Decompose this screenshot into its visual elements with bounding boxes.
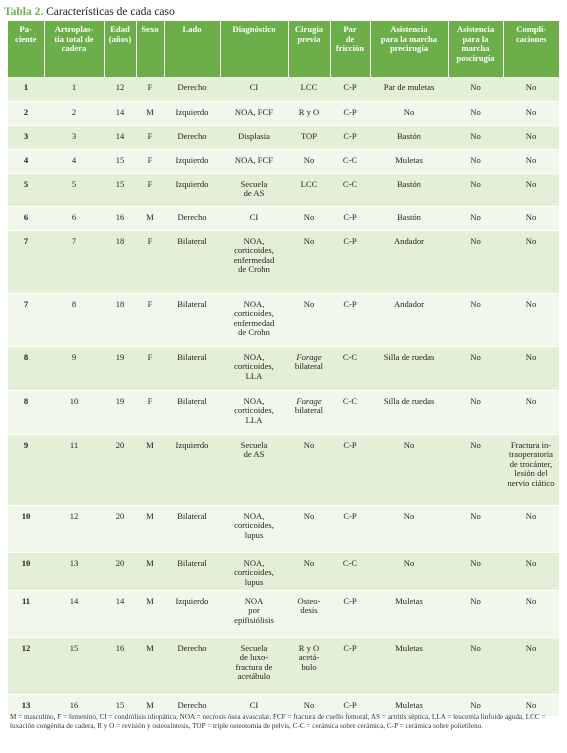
cell-assist-pre: Silla de ruedas bbox=[370, 390, 448, 434]
cell-friction-pair: C-P bbox=[330, 694, 370, 716]
cell-friction-pair: C-C bbox=[330, 552, 370, 590]
cell-assist-post: No bbox=[448, 552, 503, 590]
cell-side: Izquierdo bbox=[164, 434, 220, 505]
cell-side: Izquierdo bbox=[164, 173, 220, 206]
cell-prior-surgery: LCC bbox=[288, 173, 330, 206]
cell-prior-surgery: No bbox=[288, 434, 330, 505]
cell-diagnosis: CI bbox=[220, 694, 288, 716]
cell-arthroplasty: 7 bbox=[44, 230, 104, 293]
table-row bbox=[8, 206, 559, 230]
cell-assist-pre: Muletas bbox=[370, 637, 448, 694]
cell-assist-post: No bbox=[448, 125, 503, 149]
cell-assist-post: No bbox=[448, 390, 503, 434]
header-row bbox=[8, 21, 559, 77]
cell-sex: F bbox=[136, 346, 164, 390]
cell-friction-pair: C-C bbox=[330, 149, 370, 173]
cell-patient: 5 bbox=[8, 173, 44, 206]
column-header-complications: Compli- caciones bbox=[503, 21, 559, 77]
cell-age: 12 bbox=[104, 77, 136, 101]
cell-assist-pre: Silla de ruedas bbox=[370, 346, 448, 390]
cell-prior-surgery: No bbox=[288, 505, 330, 552]
cell-diagnosis: Secuela de AS bbox=[220, 173, 288, 206]
cell-prior-surgery: LCC bbox=[288, 77, 330, 101]
cell-sex: F bbox=[136, 230, 164, 293]
table-row bbox=[8, 125, 559, 149]
cell-side: Derecho bbox=[164, 694, 220, 716]
cell-complications: No bbox=[503, 77, 559, 101]
cell-sex: M bbox=[136, 590, 164, 637]
cell-friction-pair: C-C bbox=[330, 173, 370, 206]
cell-assist-pre: Bastón bbox=[370, 206, 448, 230]
cell-prior-surgery: No bbox=[288, 552, 330, 590]
cell-diagnosis: CI bbox=[220, 206, 288, 230]
cell-age: 19 bbox=[104, 390, 136, 434]
cell-sex: F bbox=[136, 77, 164, 101]
cell-complications: No bbox=[503, 230, 559, 293]
cell-sex: M bbox=[136, 505, 164, 552]
cell-arthroplasty: 9 bbox=[44, 346, 104, 390]
cell-diagnosis: NOA, FCF bbox=[220, 101, 288, 125]
cell-sex: M bbox=[136, 434, 164, 505]
cell-assist-pre: Bastón bbox=[370, 125, 448, 149]
cell-complications: No bbox=[503, 346, 559, 390]
cases-table bbox=[8, 21, 559, 717]
cell-side: Bilateral bbox=[164, 230, 220, 293]
table-row bbox=[8, 293, 559, 346]
cell-assist-pre: Muletas bbox=[370, 590, 448, 637]
cell-friction-pair: C-P bbox=[330, 505, 370, 552]
cell-friction-pair: C-P bbox=[330, 77, 370, 101]
column-header-diagnosis: Diagnóstico bbox=[220, 21, 288, 77]
table-row bbox=[8, 101, 559, 125]
cell-assist-post: No bbox=[448, 293, 503, 346]
cell-assist-pre: No bbox=[370, 101, 448, 125]
cell-side: Derecho bbox=[164, 77, 220, 101]
cell-age: 20 bbox=[104, 552, 136, 590]
cell-assist-post: No bbox=[448, 230, 503, 293]
cell-prior-surgery: Forage bilateral bbox=[288, 346, 330, 390]
cell-friction-pair: C-C bbox=[330, 346, 370, 390]
cell-complications: No bbox=[503, 293, 559, 346]
cell-sex: F bbox=[136, 390, 164, 434]
cell-complications: No bbox=[503, 125, 559, 149]
cell-side: Derecho bbox=[164, 206, 220, 230]
cell-prior-surgery: No bbox=[288, 149, 330, 173]
cell-sex: M bbox=[136, 101, 164, 125]
cell-assist-pre: Muletas bbox=[370, 149, 448, 173]
cell-sex: M bbox=[136, 694, 164, 716]
cell-assist-post: No bbox=[448, 77, 503, 101]
cell-side: Bilateral bbox=[164, 505, 220, 552]
cell-patient: 13 bbox=[8, 694, 44, 716]
table-row bbox=[8, 230, 559, 293]
column-header-assist-pre: Asistencia para la marcha precirugía bbox=[370, 21, 448, 77]
cell-complications: No bbox=[503, 173, 559, 206]
table-row bbox=[8, 173, 559, 206]
cell-side: Bilateral bbox=[164, 346, 220, 390]
cell-age: 14 bbox=[104, 101, 136, 125]
cell-prior-surgery: TOP bbox=[288, 125, 330, 149]
cell-complications: No bbox=[503, 637, 559, 694]
cell-age: 15 bbox=[104, 173, 136, 206]
cell-diagnosis: NOA, corticoides, LLA bbox=[220, 346, 288, 390]
cell-assist-pre: Muletas bbox=[370, 694, 448, 716]
cell-arthroplasty: 1 bbox=[44, 77, 104, 101]
table-row bbox=[8, 77, 559, 101]
cell-side: Bilateral bbox=[164, 552, 220, 590]
cell-friction-pair: C-P bbox=[330, 230, 370, 293]
cell-age: 14 bbox=[104, 590, 136, 637]
cell-arthroplasty: 8 bbox=[44, 293, 104, 346]
cell-side: Izquierdo bbox=[164, 101, 220, 125]
cell-arthroplasty: 14 bbox=[44, 590, 104, 637]
cell-friction-pair: C-P bbox=[330, 101, 370, 125]
cell-side: Izquierdo bbox=[164, 149, 220, 173]
cell-patient: 8 bbox=[8, 390, 44, 434]
cell-assist-pre: Andador bbox=[370, 293, 448, 346]
cell-arthroplasty: 4 bbox=[44, 149, 104, 173]
cell-patient: 11 bbox=[8, 590, 44, 637]
cell-arthroplasty: 2 bbox=[44, 101, 104, 125]
cell-age: 14 bbox=[104, 125, 136, 149]
cell-age: 20 bbox=[104, 434, 136, 505]
cell-patient: 6 bbox=[8, 206, 44, 230]
cell-diagnosis: NOA, corticoides, lupus bbox=[220, 505, 288, 552]
cell-side: Derecho bbox=[164, 125, 220, 149]
cell-friction-pair: C-P bbox=[330, 293, 370, 346]
table-number: Tabla 2. bbox=[4, 6, 44, 18]
cell-complications: No bbox=[503, 149, 559, 173]
cell-diagnosis: CI bbox=[220, 77, 288, 101]
cell-sex: M bbox=[136, 552, 164, 590]
table-row bbox=[8, 434, 559, 505]
column-header-arthroplasty: Artroplas- tia total de cadera bbox=[44, 21, 104, 77]
cell-assist-pre: No bbox=[370, 505, 448, 552]
table-row bbox=[8, 346, 559, 390]
cell-prior-surgery: No bbox=[288, 694, 330, 716]
table-caption: Características de cada caso bbox=[46, 6, 175, 18]
cell-diagnosis: NOA, FCF bbox=[220, 149, 288, 173]
cell-assist-post: No bbox=[448, 173, 503, 206]
table-row bbox=[8, 552, 559, 590]
cell-friction-pair: C-P bbox=[330, 590, 370, 637]
cell-prior-surgery: R y O bbox=[288, 101, 330, 125]
cell-friction-pair: C-P bbox=[330, 125, 370, 149]
cell-friction-pair: C-P bbox=[330, 206, 370, 230]
cell-assist-post: No bbox=[448, 149, 503, 173]
cell-patient: 12 bbox=[8, 637, 44, 694]
column-header-friction-pair: Par de fricción bbox=[330, 21, 370, 77]
cell-assist-pre: Par de muletas bbox=[370, 77, 448, 101]
cell-assist-post: No bbox=[448, 505, 503, 552]
cell-sex: M bbox=[136, 637, 164, 694]
cell-patient: 8 bbox=[8, 346, 44, 390]
table-title bbox=[4, 3, 175, 21]
cell-sex: F bbox=[136, 293, 164, 346]
cell-side: Bilateral bbox=[164, 293, 220, 346]
cell-assist-post: No bbox=[448, 346, 503, 390]
cell-age: 15 bbox=[104, 694, 136, 716]
cell-age: 20 bbox=[104, 505, 136, 552]
cell-patient: 10 bbox=[8, 505, 44, 552]
cell-assist-post: No bbox=[448, 694, 503, 716]
cell-arthroplasty: 13 bbox=[44, 552, 104, 590]
cell-age: 18 bbox=[104, 230, 136, 293]
cell-diagnosis: NOA, corticoides, enfermedad de Crohn bbox=[220, 293, 288, 346]
cell-diagnosis: NOA por epifisiólisis bbox=[220, 590, 288, 637]
cell-diagnosis: NOA, corticoides, LLA bbox=[220, 390, 288, 434]
table-row bbox=[8, 637, 559, 694]
cell-age: 16 bbox=[104, 637, 136, 694]
cell-arthroplasty: 6 bbox=[44, 206, 104, 230]
cell-complications: No bbox=[503, 505, 559, 552]
cell-diagnosis: Secuela de luxo- fractura de acetábulo bbox=[220, 637, 288, 694]
cell-side: Izquierdo bbox=[164, 590, 220, 637]
cell-age: 16 bbox=[104, 206, 136, 230]
column-header-prior-surgery: Cirugía previa bbox=[288, 21, 330, 77]
cell-assist-pre: Andador bbox=[370, 230, 448, 293]
cell-assist-post: No bbox=[448, 206, 503, 230]
column-header-sex: Sexo bbox=[136, 21, 164, 77]
cell-assist-pre: No bbox=[370, 434, 448, 505]
cell-patient: 7 bbox=[8, 293, 44, 346]
cell-side: Derecho bbox=[164, 637, 220, 694]
cell-diagnosis: NOA, corticoides, enfermedad de Crohn bbox=[220, 230, 288, 293]
cell-arthroplasty: 16 bbox=[44, 694, 104, 716]
cell-arthroplasty: 3 bbox=[44, 125, 104, 149]
table-row bbox=[8, 149, 559, 173]
column-header-age: Edad (años) bbox=[104, 21, 136, 77]
cell-prior-surgery: No bbox=[288, 206, 330, 230]
cell-age: 19 bbox=[104, 346, 136, 390]
cell-prior-surgery: Osteo- desis bbox=[288, 590, 330, 637]
cell-prior-surgery: No bbox=[288, 293, 330, 346]
cell-friction-pair: C-C bbox=[330, 390, 370, 434]
cell-sex: F bbox=[136, 125, 164, 149]
cell-complications: No bbox=[503, 101, 559, 125]
table-row bbox=[8, 390, 559, 434]
cell-friction-pair: C-P bbox=[330, 637, 370, 694]
cell-assist-pre: Bastón bbox=[370, 173, 448, 206]
cell-assist-pre: No bbox=[370, 552, 448, 590]
cell-assist-post: No bbox=[448, 637, 503, 694]
cell-arthroplasty: 10 bbox=[44, 390, 104, 434]
table-body bbox=[8, 77, 559, 716]
cell-sex: F bbox=[136, 149, 164, 173]
table-row bbox=[8, 590, 559, 637]
cell-diagnosis: NOA, corticoides, lupus bbox=[220, 552, 288, 590]
cell-prior-surgery: No bbox=[288, 230, 330, 293]
cell-arthroplasty: 11 bbox=[44, 434, 104, 505]
cell-patient: 10 bbox=[8, 552, 44, 590]
cell-patient: 1 bbox=[8, 77, 44, 101]
cell-patient: 4 bbox=[8, 149, 44, 173]
cell-arthroplasty: 15 bbox=[44, 637, 104, 694]
column-header-assist-post: Asistencia para la marcha poscirugía bbox=[448, 21, 503, 77]
table-row bbox=[8, 505, 559, 552]
cell-complications: No bbox=[503, 590, 559, 637]
cell-diagnosis: Secuela de AS bbox=[220, 434, 288, 505]
cell-complications: No bbox=[503, 694, 559, 716]
cell-friction-pair: C-P bbox=[330, 434, 370, 505]
cell-side: Bilateral bbox=[164, 390, 220, 434]
table-footnote: M = masculino, F = femenino, CI = condrólisis idiopática, NOA = necrosis ósea avascular, FCF = fractura de cuello femoral, AS = artritis séptica, LLA = leucemia linfoide aguda, LCC = luxación congénita de cadera, R y O = revisión y osteosíntesis, TOP = triple osteotomía de pelvis, C-C = cerámica sobre cerámica, C-P = cerámica sobre polietileno. bbox=[10, 713, 546, 730]
column-header-side: Lado bbox=[164, 21, 220, 77]
column-header-patient: Pa- ciente bbox=[8, 21, 44, 77]
cell-arthroplasty: 5 bbox=[44, 173, 104, 206]
cell-arthroplasty: 12 bbox=[44, 505, 104, 552]
cell-prior-surgery: R y O acetá- bulo bbox=[288, 637, 330, 694]
cell-assist-post: No bbox=[448, 101, 503, 125]
cell-complications: No bbox=[503, 390, 559, 434]
cell-complications: Fractura in- traoperatoria de trocánter, lesión del nervio ciático bbox=[503, 434, 559, 505]
cell-age: 18 bbox=[104, 293, 136, 346]
cell-patient: 2 bbox=[8, 101, 44, 125]
cell-age: 15 bbox=[104, 149, 136, 173]
cell-prior-surgery: Forage bilateral bbox=[288, 390, 330, 434]
cell-patient: 7 bbox=[8, 230, 44, 293]
cell-diagnosis: Displasia bbox=[220, 125, 288, 149]
cell-assist-post: No bbox=[448, 434, 503, 505]
cell-patient: 9 bbox=[8, 434, 44, 505]
cell-complications: No bbox=[503, 206, 559, 230]
cell-sex: M bbox=[136, 206, 164, 230]
cell-complications: No bbox=[503, 552, 559, 590]
cell-assist-post: No bbox=[448, 590, 503, 637]
cell-sex: F bbox=[136, 173, 164, 206]
cell-patient: 3 bbox=[8, 125, 44, 149]
